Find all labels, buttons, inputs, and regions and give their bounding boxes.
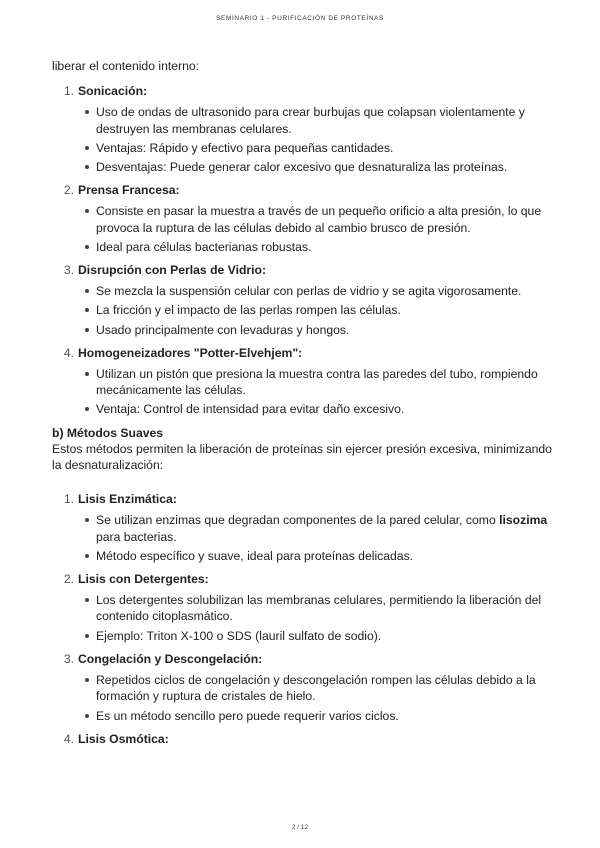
item-number: 3. — [63, 263, 74, 278]
bullet-item: Ventajas: Rápido y efectivo para pequeñas cantidades. — [96, 140, 552, 156]
bullet-item: Se mezcla la suspensión celular con perlas de vidrio y se agita vigorosamente. — [96, 283, 552, 299]
bullet-item: Ventaja: Control de intensidad para evitar daño excesivo. — [96, 401, 552, 417]
page-header: SEMINARIO 1 - PURIFICACIÓN DE PROTEÍNAS — [216, 15, 384, 22]
item-number: 1. — [63, 492, 74, 507]
item-title: Lisis con Detergentes: — [78, 572, 209, 587]
bullet-item: Los detergentes solubilizan las membranas celulares, permitiendo la liberación del contenido citoplasmático. — [96, 592, 552, 624]
bullet-item: Uso de ondas de ultrasonido para crear burbujas que colapsan violentamente y destruyen las membranas celulares. — [96, 104, 552, 136]
item-title: Lisis Osmótica: — [78, 731, 169, 746]
item-title: Sonicación: — [78, 84, 148, 99]
bullet-item — [96, 512, 552, 544]
bullet-item: Repetidos ciclos de congelación y descongelación rompen las células debido a la formación y ruptura de cristales de hielo. — [96, 672, 552, 704]
section-description: Estos métodos permiten la liberación de proteínas sin ejercer presión excesiva, minimizando la desnaturalización: — [52, 441, 552, 473]
page-number: 2 / 12 — [291, 824, 309, 831]
list-item — [52, 571, 552, 644]
item-number: 4. — [63, 731, 74, 746]
bullet-item: Ideal para células bacterianas robustas. — [96, 239, 552, 255]
list-item — [52, 651, 552, 724]
item-title: Congelación y Descongelación: — [78, 651, 263, 666]
list-item — [52, 182, 552, 255]
list-item — [52, 491, 552, 564]
intro-text: liberar el contenido interno: — [52, 59, 200, 73]
item-number: 2. — [63, 572, 74, 587]
bullet-item: Método específico y suave, ideal para proteínas delicadas. — [96, 548, 552, 564]
item-title: Prensa Francesa: — [78, 183, 180, 198]
item-title: Disrupción con Perlas de Vidrio: — [78, 263, 267, 278]
gentle-methods-list — [52, 491, 552, 747]
list-item — [52, 731, 552, 747]
bullet-item: Utilizan un pistón que presiona la muestra contra las paredes del tubo, rompiendo mecánicamente las células. — [96, 366, 552, 398]
document-body — [52, 58, 552, 754]
section-title: b) Métodos Suaves — [52, 425, 164, 440]
item-number: 3. — [63, 651, 74, 666]
list-item — [52, 262, 552, 338]
item-number: 2. — [63, 183, 74, 198]
bullet-item: Ejemplo: Triton X-100 o SDS (lauril sulfato de sodio). — [96, 628, 552, 644]
list-item — [52, 83, 552, 175]
bullet-item: Consiste en pasar la muestra a través de un pequeño orificio a alta presión, lo que provoca la ruptura de las células debido al cambio brusco de presión. — [96, 203, 552, 235]
bullet-item: Desventajas: Puede generar calor excesivo que desnaturaliza las proteínas. — [96, 159, 552, 175]
mechanical-methods-list — [52, 83, 552, 417]
item-title: Lisis Enzimática: — [78, 492, 177, 507]
item-title: Homogeneizadores "Potter-Elvehjem": — [78, 345, 303, 360]
bullet-item: La fricción y el impacto de las perlas rompen las células. — [96, 302, 552, 318]
bold-term: lisozima — [499, 513, 548, 528]
list-item — [52, 345, 552, 418]
bullet-item: Es un método sencillo pero puede requerir varios ciclos. — [96, 708, 552, 724]
bullet-item: Usado principalmente con levaduras y hongos. — [96, 322, 552, 338]
item-number: 4. — [63, 345, 74, 360]
bullet-text: Se utilizan enzimas que degradan componentes de la pared celular, como — [96, 513, 500, 528]
item-number: 1. — [63, 84, 74, 99]
bullet-text: para bacterias. — [96, 529, 177, 544]
